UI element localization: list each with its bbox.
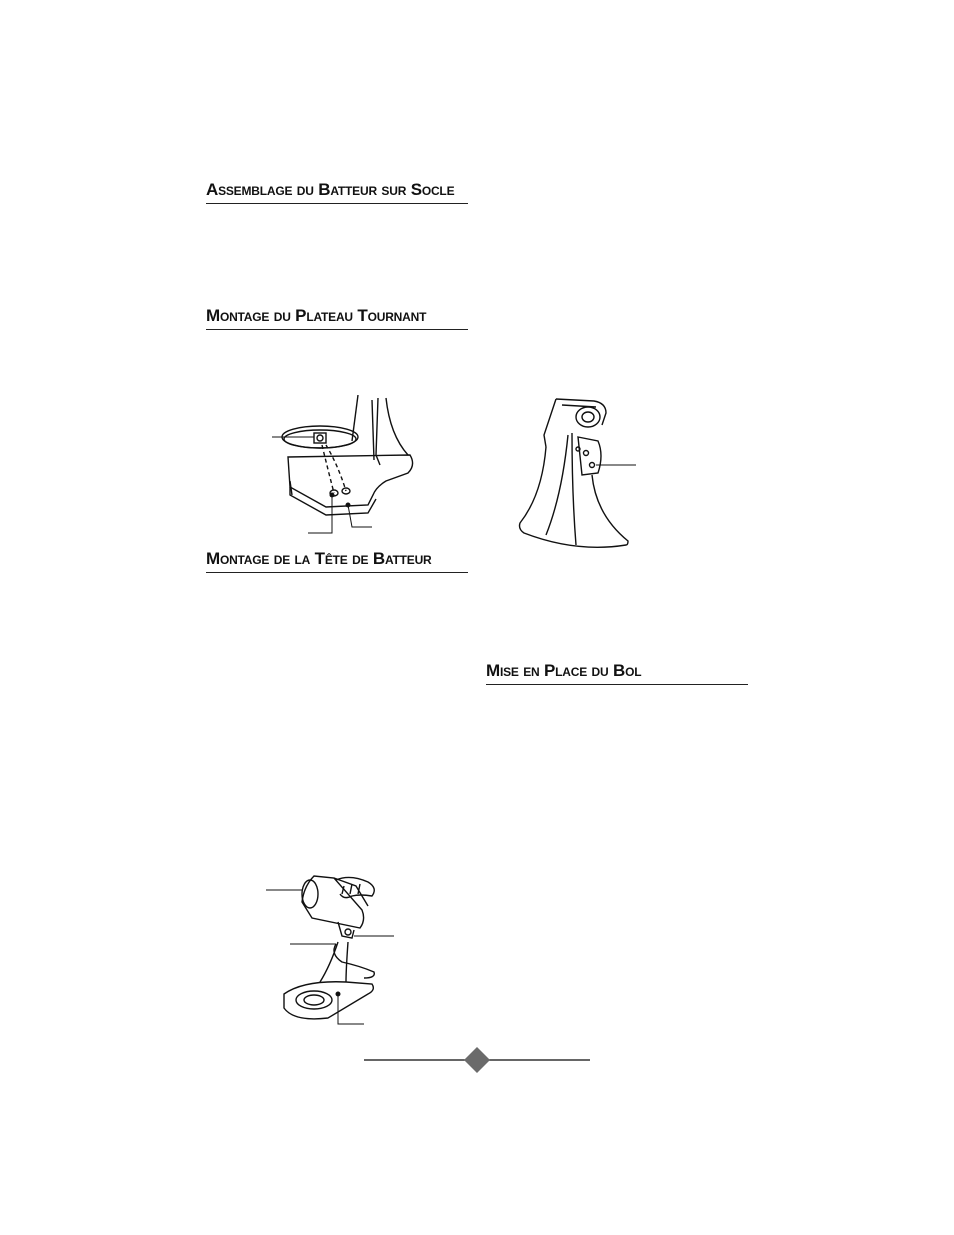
heading-turntable: Montage du Plateau Tournant — [206, 306, 468, 330]
head-mounting-illustration — [264, 866, 398, 1028]
heading-bowl: Mise en Place du Bol — [486, 661, 748, 685]
footer-ornament — [364, 1046, 590, 1074]
diamond-ornament-icon — [464, 1047, 490, 1073]
turntable-base-illustration — [268, 395, 418, 535]
stand-column-illustration — [516, 395, 640, 557]
heading-head-mounting: Montage de la Tête de Batteur — [206, 549, 468, 573]
heading-stand-assembly: Assemblage du Batteur sur Socle — [206, 180, 468, 204]
